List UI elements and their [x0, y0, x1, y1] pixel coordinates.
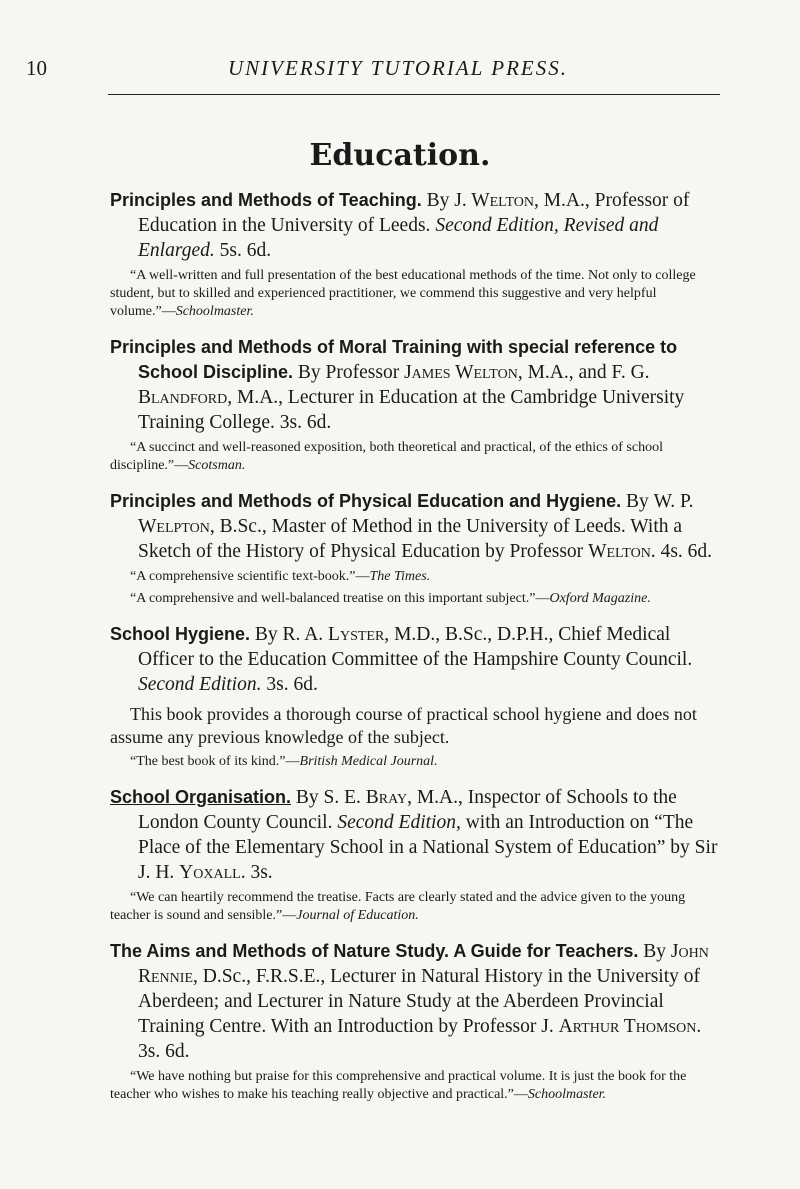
author-name: John Rennie,: [138, 941, 709, 987]
price: 3s. 6d.: [279, 412, 332, 433]
entry-title: The Aims and Methods of Nature Study. A Guide for Teachers.: [110, 941, 639, 961]
quote-source: Schoolmaster.: [527, 1087, 607, 1102]
entries-list: [110, 188, 722, 1118]
entry-teaching: [110, 188, 722, 321]
by-label: By Professor: [297, 362, 400, 383]
review-quote: [110, 753, 722, 771]
entry-title: School Organisation.: [110, 787, 292, 807]
review-quote: [110, 568, 722, 586]
review-quote: [110, 267, 722, 321]
author-name-2: Yoxall.: [179, 862, 246, 883]
entry-moral-training: [110, 335, 722, 475]
entry-school-organisation: [110, 785, 722, 925]
entry-citation: [110, 785, 722, 885]
review-quote: [110, 1068, 722, 1104]
edition: Second Edition,: [337, 812, 461, 833]
price: 5s. 6d.: [219, 240, 272, 261]
entry-title: Principles and Methods of Teaching.: [110, 190, 422, 210]
by-label: By: [643, 941, 667, 962]
review-quote: [110, 590, 722, 608]
entry-citation: [110, 622, 722, 697]
and-label: and: [578, 362, 607, 383]
by-label: By: [625, 491, 649, 512]
by-label: By: [295, 787, 319, 808]
quote-text: “A comprehensive and well-balanced treatise on this important subject.”—: [130, 591, 550, 606]
quote-source: The Times.: [369, 569, 431, 584]
entry-title: School Hygiene.: [110, 624, 251, 644]
entry-title: Principles and Methods of Physical Education and Hygiene.: [110, 491, 622, 511]
entry-citation: [110, 335, 722, 435]
author-name-2: F. G. Blandford, M.A.,: [138, 362, 650, 408]
entry-citation: [110, 188, 722, 263]
quote-text: “We have nothing but praise for this comprehensive and practical volume. It is just the book for the teacher who wishes to make his teaching really objective and practical.”—: [110, 1069, 687, 1102]
author-details: D.Sc., F.R.S.E., Lecturer in Natural History in the University of Aberdeen; and Lecturer in Nature Study at the Aberdeen Provincial Training Centre. With an Introduction by Professor J.: [138, 966, 700, 1037]
edition: Second Edition.: [138, 674, 262, 695]
entry-title: Principles and Methods of Moral Training with special reference to School Discipline.: [110, 337, 678, 382]
price: 3s.: [250, 862, 273, 883]
author-name: R. A. Lyster,: [282, 624, 390, 645]
entry-citation: [110, 939, 722, 1064]
author-name-2: Arthur Thomson.: [558, 1016, 702, 1037]
quote-text: “A comprehensive scientific text-book.”—: [130, 569, 370, 584]
author-details-2: with an Introduction on “The Place of the Elementary School in a National System of Education” by Sir J. H.: [138, 812, 718, 883]
entry-citation: [110, 489, 722, 564]
author-details: B.Sc., Master of Method in the University of Leeds. With a Sketch of the History of Physical Education by Professor: [138, 516, 683, 562]
running-header: UNIVERSITY TUTORIAL PRESS.: [228, 56, 568, 80]
quote-text: “A succinct and well-reasoned exposition, both theoretical and practical, of the ethics of school discipline.”—: [110, 440, 663, 473]
quote-source: Journal of Education.: [296, 908, 419, 923]
author-name: J. Welton, M.A.,: [454, 190, 590, 211]
price: 3s. 6d.: [266, 674, 318, 695]
price: 4s. 6d.: [660, 541, 713, 562]
entry-physical-education: [110, 489, 722, 608]
quote-source: Oxford Magazine.: [549, 591, 651, 606]
by-label: By: [426, 190, 450, 211]
quote-text: “We can heartily recommend the treatise. Facts are clearly stated and the advice given to the young teacher is sound and sensible.”—: [110, 890, 686, 923]
author-details: Professor of Education in the University of Leeds.: [138, 190, 690, 236]
edition: Second Edition, Revised and Enlarged.: [138, 215, 659, 261]
section-heading: Education.: [309, 138, 491, 173]
quote-source: British Medical Journal.: [299, 754, 438, 769]
quote-source: Schoolmaster.: [175, 304, 254, 319]
author-details: M.D., B.Sc., D.P.H., Chief Medical Officer to the Education Committee of the Hampshire County Council.: [138, 624, 693, 670]
author-details: M.A., Inspector of Schools to the London County Council.: [138, 787, 677, 833]
quote-text: “The best book of its kind.”—: [130, 754, 300, 769]
entry-nature-study: [110, 939, 722, 1104]
quote-text: “A well-written and full presentation of the best educational methods of the time. Not only to college student, but to skilled and experienced practitioner, we commend this suggestive and very helpful volume.”—: [110, 268, 696, 319]
review-quote: [110, 889, 722, 925]
quote-source: Scotsman.: [188, 458, 246, 473]
author-name: S. E. Bray,: [323, 787, 412, 808]
author-name: W. P. Welpton,: [138, 491, 694, 537]
price: 3s. 6d.: [138, 1041, 190, 1062]
author-name-2: Welton.: [588, 541, 656, 562]
review-quote: [110, 439, 722, 475]
entry-school-hygiene: [110, 622, 722, 771]
description: This book provides a thorough course of practical school hygiene and does not assume any previous knowledge of the subject.: [110, 704, 697, 747]
header-rule: [108, 94, 720, 95]
author-name: James Welton, M.A.,: [404, 362, 574, 383]
author-details: Lecturer in Education at the Cambridge University Training College.: [138, 387, 685, 433]
page-number: 10: [26, 56, 47, 80]
by-label: By: [254, 624, 278, 645]
